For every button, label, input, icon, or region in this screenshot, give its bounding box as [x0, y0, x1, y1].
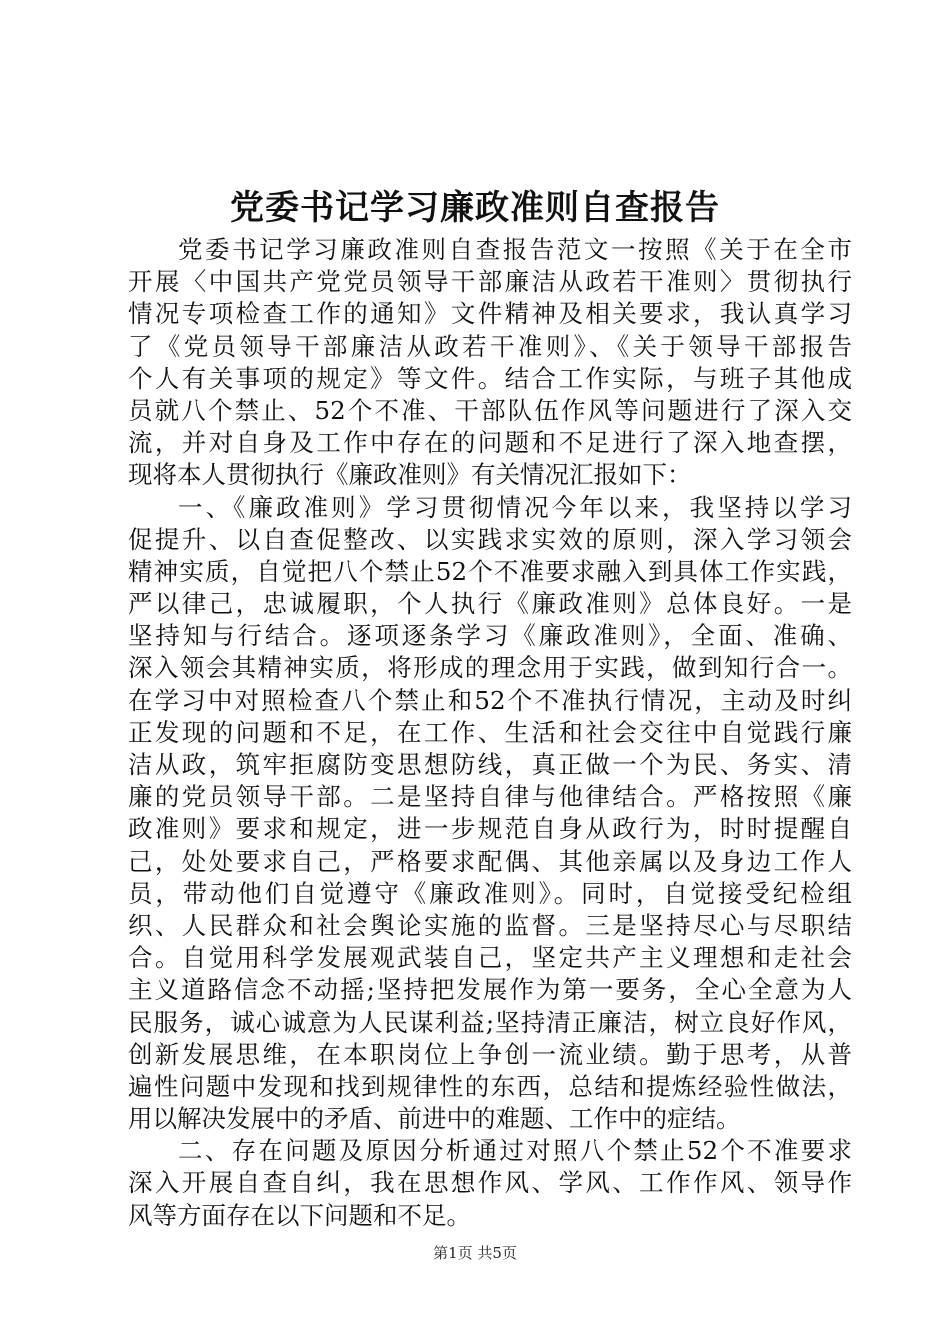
body-line: 遍性问题中发现和找到规律性的东西，总结和提炼经验性做法，	[128, 1071, 852, 1101]
body-line: 正发现的问题和不足，在工作、生活和社会交往中自觉践行廉	[128, 717, 852, 747]
body-line: 员就八个禁止、52个不准、干部队伍作风等问题进行了深入交	[128, 395, 852, 425]
body-line: 主义道路信念不动摇;坚持把发展作为第一要务，全心全意为人	[128, 975, 852, 1005]
body-line: 用以解决发展中的矛盾、前进中的难题、工作中的症结。	[128, 1104, 741, 1134]
body-line: 廉的党员领导干部。二是坚持自律与他律结合。严格按照《廉	[128, 782, 852, 812]
body-line: 个人有关事项的规定》等文件。结合工作实际，与班子其他成	[128, 363, 852, 393]
page-number-footer: 第1页 共5页	[433, 1244, 517, 1262]
body-line: 合。自觉用科学发展观武装自己，坚定共产主义理想和走社会	[128, 943, 852, 973]
body-line: 一、《廉政准则》学习贯彻情况今年以来，我坚持以学习	[178, 492, 852, 522]
body-line: 了《党员领导干部廉洁从政若干准则》、《关于领导干部报告	[128, 331, 852, 361]
body-line: 己，处处要求自己，严格要求配偶、其他亲属以及身边工作人	[128, 846, 852, 876]
body-line: 促提升、以自查促整改、以实践求实效的原则，深入学习领会	[128, 524, 852, 554]
body-line: 情况专项检查工作的通知》文件精神及相关要求，我认真学习	[128, 299, 852, 329]
body-line: 员，带动他们自觉遵守《廉政准则》。同时，自觉接受纪检组	[128, 878, 852, 908]
body-line: 织、人民群众和社会舆论实施的监督。三是坚持尽心与尽职结	[128, 910, 852, 940]
body-line: 精神实质，自觉把八个禁止52个不准要求融入到具体工作实践，	[128, 556, 852, 586]
document-title: 党委书记学习廉政准则自查报告	[230, 188, 720, 228]
body-line: 流，并对自身及工作中存在的问题和不足进行了深入地查摆，	[128, 428, 852, 458]
body-line: 风等方面存在以下问题和不足。	[128, 1200, 471, 1230]
body-line: 洁从政，筑牢拒腐防变思想防线，真正做一个为民、务实、清	[128, 750, 852, 779]
document-body	[128, 234, 852, 1232]
body-line: 开展〈中国共产党党员领导干部廉洁从政若干准则〉贯彻执行	[128, 267, 852, 297]
body-line: 在学习中对照检查八个禁止和52个不准执行情况，主动及时纠	[128, 685, 852, 715]
body-line: 深入领会其精神实质，将形成的理念用于实践，做到知行合一。	[128, 653, 852, 683]
body-line: 政准则》要求和规定，进一步规范自身从政行为，时时提醒自	[128, 814, 852, 844]
body-line: 二、存在问题及原因分析通过对照八个禁止52个不准要求	[178, 1136, 852, 1166]
body-line: 深入开展自查自纠，我在思想作风、学风、工作作风、领导作	[128, 1168, 852, 1198]
body-line: 民服务，诚心诚意为人民谋利益;坚持清正廉洁，树立良好作风，	[128, 1007, 852, 1037]
body-line: 党委书记学习廉政准则自查报告范文一按照《关于在全市	[178, 235, 852, 264]
body-line: 严以律己，忠诚履职，个人执行《廉政准则》总体良好。一是	[128, 589, 852, 619]
body-line: 创新发展思维，在本职岗位上争创一流业绩。勤于思考，从普	[128, 1039, 852, 1069]
body-line: 现将本人贯彻执行《廉政准则》有关情况汇报如下：	[128, 460, 692, 490]
body-line: 坚持知与行结合。逐项逐条学习《廉政准则》，全面、准确、	[128, 621, 852, 651]
